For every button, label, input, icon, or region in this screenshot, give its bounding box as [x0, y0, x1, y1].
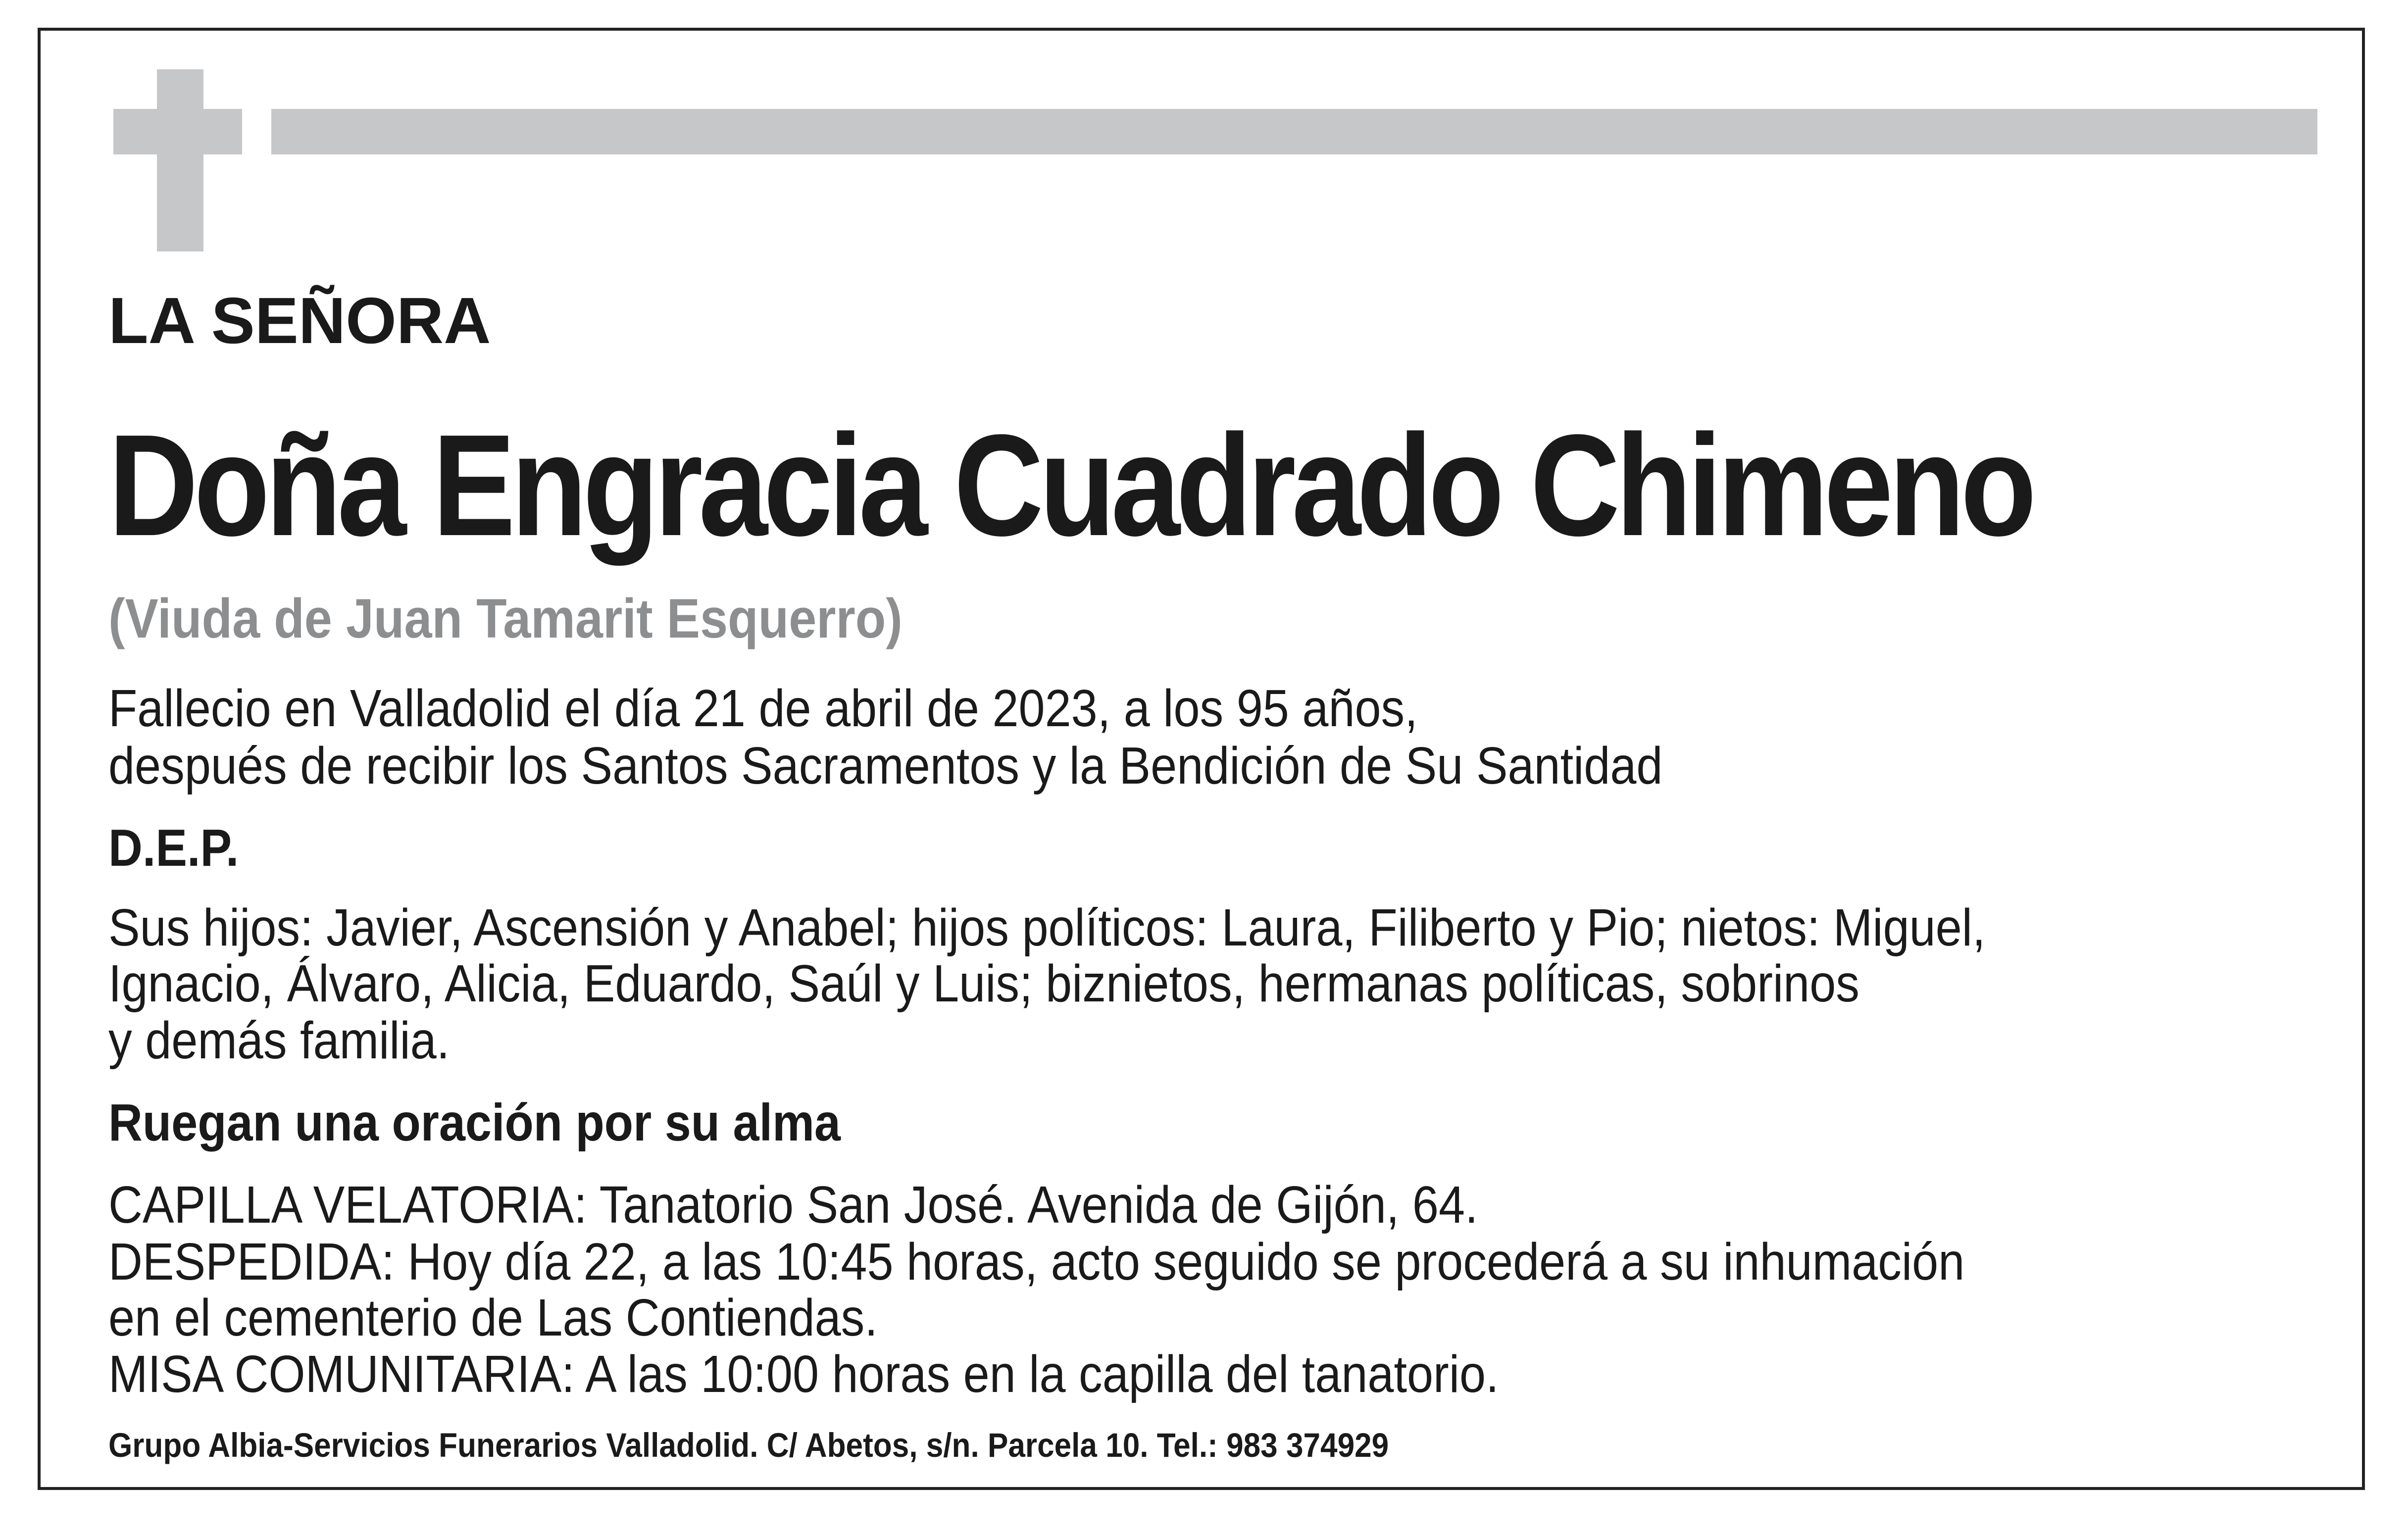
cross-icon-horizontal — [113, 109, 242, 154]
service-line: MISA COMUNITARIA: A las 10:00 horas en la capilla del tanatorio. — [108, 1345, 1499, 1403]
honorific: LA SEÑORA — [108, 284, 491, 357]
service-line: DESPEDIDA: Hoy día 22, a las 10:45 horas, acto seguido se procederá a su inhumación — [108, 1233, 1965, 1291]
family-line: y demás familia. — [108, 1011, 450, 1070]
service-line: CAPILLA VELATORIA: Tanatorio San José. Avenida de Gijón, 64. — [108, 1176, 1478, 1234]
deceased-name: Doña Engracia Cuadrado Chimeno — [108, 404, 2033, 566]
family-line: Sus hijos: Javier, Ascensión y Anabel; hijos políticos: Laura, Filiberto y Pio; nietos: Miguel, — [108, 898, 1986, 957]
funeral-home-footer: Grupo Albia-Servicios Funerarios Valladolid. C/ Abetos, s/n. Parcela 10. Tel.: 983 374929 — [108, 1426, 1389, 1464]
cross-icon-vertical — [157, 69, 203, 251]
rip-heading: D.E.P. — [108, 819, 239, 877]
death-notice-line: Fallecio en Valladolid el día 21 de abril de 2023, a los 95 años, — [108, 679, 1418, 738]
service-line: en el cementerio de Las Contiendas. — [108, 1289, 878, 1347]
death-notice-line: después de recibir los Santos Sacramentos y la Bendición de Su Santidad — [108, 737, 1663, 795]
header-bar — [271, 109, 2317, 154]
prayer-request: Ruegan una oración por su alma — [108, 1093, 841, 1152]
widow-of: (Viuda de Juan Tamarit Esquerro) — [108, 588, 903, 649]
family-line: Ignacio, Álvaro, Alicia, Eduardo, Saúl y Luis; biznietos, hermanas políticas, sobrinos — [108, 954, 1859, 1013]
